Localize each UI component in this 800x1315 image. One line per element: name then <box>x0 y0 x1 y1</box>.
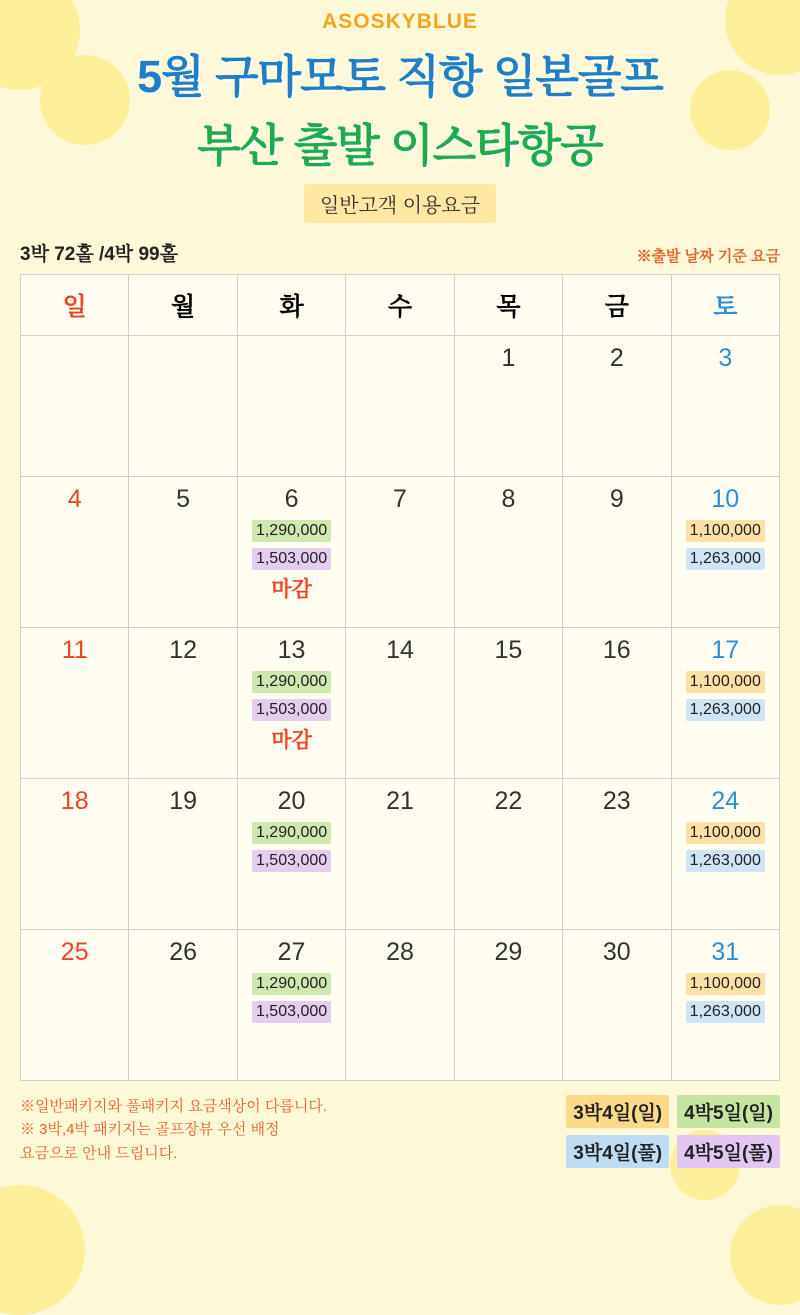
calendar-day-2[interactable] <box>563 336 671 477</box>
day-number: 9 <box>609 485 624 513</box>
day-number: 2 <box>609 344 624 372</box>
price-tag: 1,503,000 <box>252 699 331 721</box>
calendar-day-17[interactable] <box>671 628 779 779</box>
calendar-day-4[interactable] <box>21 477 129 628</box>
price-tag: 1,290,000 <box>252 520 331 542</box>
day-number: 26 <box>169 938 198 966</box>
calendar-day-9[interactable] <box>563 477 671 628</box>
calendar-day-13[interactable] <box>237 628 345 779</box>
calendar-body <box>21 336 780 1081</box>
day-number: 28 <box>386 938 414 966</box>
calendar-day-19[interactable] <box>129 779 237 930</box>
calendar-day-26[interactable] <box>129 930 237 1081</box>
calendar-week-row <box>21 779 780 930</box>
day-number: 17 <box>711 636 740 664</box>
footer <box>0 1081 800 1168</box>
calendar-header-row <box>21 275 780 336</box>
price-tag: 1,100,000 <box>686 671 765 693</box>
calendar-week-row <box>21 336 780 477</box>
day-number: 22 <box>494 787 523 815</box>
calendar-day-empty <box>21 336 129 477</box>
day-number: 18 <box>60 787 89 815</box>
day-number: 8 <box>501 485 516 513</box>
calendar-day-empty <box>346 336 454 477</box>
calendar-day-18[interactable] <box>21 779 129 930</box>
calendar-day-14[interactable] <box>346 628 454 779</box>
calendar-day-10[interactable] <box>671 477 779 628</box>
calendar-table <box>20 274 780 1081</box>
day-number: 5 <box>176 485 191 513</box>
footer-note-line: ※일반패키지와 풀패키지 요금색상이 다릅니다. <box>20 1098 327 1115</box>
price-tag: 1,290,000 <box>252 822 331 844</box>
price-tag: 1,100,000 <box>686 822 765 844</box>
day-number: 31 <box>711 938 740 966</box>
weekday-header-목: 목 <box>454 275 562 336</box>
footer-notes <box>20 1095 327 1165</box>
weekday-header-화: 화 <box>237 275 345 336</box>
day-number: 6 <box>284 485 299 513</box>
calendar-day-empty <box>237 336 345 477</box>
day-number: 1 <box>501 344 516 372</box>
calendar-week-row <box>21 477 780 628</box>
subtitle-row <box>0 184 800 223</box>
day-number: 14 <box>386 636 414 664</box>
legend <box>566 1095 780 1168</box>
calendar-day-24[interactable] <box>671 779 779 930</box>
calendar-day-16[interactable] <box>563 628 671 779</box>
price-tag: 1,503,000 <box>252 1001 331 1023</box>
calendar-day-3[interactable] <box>671 336 779 477</box>
legend-chip: 3박4일(일) <box>566 1095 669 1128</box>
calendar-day-21[interactable] <box>346 779 454 930</box>
day-number: 11 <box>61 636 88 664</box>
weekday-header-월: 월 <box>129 275 237 336</box>
status-badge: 마감 <box>271 577 312 601</box>
calendar-day-27[interactable] <box>237 930 345 1081</box>
price-tag: 1,263,000 <box>686 548 765 570</box>
day-number: 30 <box>602 938 631 966</box>
price-tag: 1,100,000 <box>686 520 765 542</box>
day-number: 19 <box>169 787 198 815</box>
day-number: 23 <box>602 787 631 815</box>
day-number: 7 <box>393 485 407 513</box>
weekday-header-수: 수 <box>346 275 454 336</box>
price-tag: 1,263,000 <box>686 850 765 872</box>
status-badge: 마감 <box>271 728 312 752</box>
calendar-day-15[interactable] <box>454 628 562 779</box>
calendar-day-5[interactable] <box>129 477 237 628</box>
calendar-day-1[interactable] <box>454 336 562 477</box>
price-tag: 1,263,000 <box>686 1001 765 1023</box>
day-number: 10 <box>711 485 740 513</box>
price-tag: 1,503,000 <box>252 548 331 570</box>
calendar-day-12[interactable] <box>129 628 237 779</box>
price-tag: 1,263,000 <box>686 699 765 721</box>
calendar-day-28[interactable] <box>346 930 454 1081</box>
calendar-day-30[interactable] <box>563 930 671 1081</box>
day-number: 21 <box>386 787 414 815</box>
day-number: 29 <box>494 938 523 966</box>
calendar-day-31[interactable] <box>671 930 779 1081</box>
day-number: 12 <box>169 636 198 664</box>
calendar-day-11[interactable] <box>21 628 129 779</box>
price-tag: 1,290,000 <box>252 973 331 995</box>
calendar-day-29[interactable] <box>454 930 562 1081</box>
legend-row <box>566 1135 780 1168</box>
legend-row <box>566 1095 780 1128</box>
decorative-flower-5 <box>0 1185 85 1315</box>
page-title-line2: 부산 출발 이스타항공 <box>197 120 603 171</box>
calendar-day-empty <box>129 336 237 477</box>
day-number: 25 <box>60 938 89 966</box>
day-number: 27 <box>277 938 306 966</box>
decorative-flower-6 <box>730 1205 800 1305</box>
day-number: 16 <box>602 636 631 664</box>
day-number: 24 <box>711 787 740 815</box>
day-number: 13 <box>277 636 306 664</box>
price-tag: 1,503,000 <box>252 850 331 872</box>
calendar-day-8[interactable] <box>454 477 562 628</box>
legend-chip: 3박4일(풀) <box>566 1135 669 1168</box>
calendar-day-25[interactable] <box>21 930 129 1081</box>
legend-chip: 4박5일(일) <box>677 1095 780 1128</box>
day-number: 3 <box>718 344 733 372</box>
price-tag: 1,100,000 <box>686 973 765 995</box>
legend-chip: 4박5일(풀) <box>677 1135 780 1168</box>
subtitle-badge: 일반고객 이용요금 <box>304 184 496 223</box>
calendar-day-23[interactable] <box>563 779 671 930</box>
info-row <box>0 223 800 274</box>
calendar-day-7[interactable] <box>346 477 454 628</box>
brand-logo: ASOSKYBLUE <box>322 10 478 33</box>
footer-note-line: ※ 3박,4박 패키지는 골프장뷰 우선 배정 <box>20 1121 280 1139</box>
page-title-line1: 5월 구마모토 직항 일본골프 <box>137 51 663 102</box>
calendar-day-6[interactable] <box>237 477 345 628</box>
calendar-week-row <box>21 628 780 779</box>
day-number: 15 <box>494 636 523 664</box>
footer-note-line: 요금으로 안내 드립니다. <box>20 1144 178 1162</box>
calendar-week-row <box>21 930 780 1081</box>
weekday-header-금: 금 <box>563 275 671 336</box>
calendar-day-22[interactable] <box>454 779 562 930</box>
calendar-day-20[interactable] <box>237 779 345 930</box>
day-number: 4 <box>67 485 82 513</box>
day-number: 20 <box>277 787 306 815</box>
fare-notice: ※출발 날짜 기준 요금 <box>636 248 780 265</box>
price-tag: 1,290,000 <box>252 671 331 693</box>
weekday-header-일: 일 <box>21 275 129 336</box>
package-info: 3박 72홀 /4박 99홀 <box>20 244 178 265</box>
weekday-header-토: 토 <box>671 275 779 336</box>
